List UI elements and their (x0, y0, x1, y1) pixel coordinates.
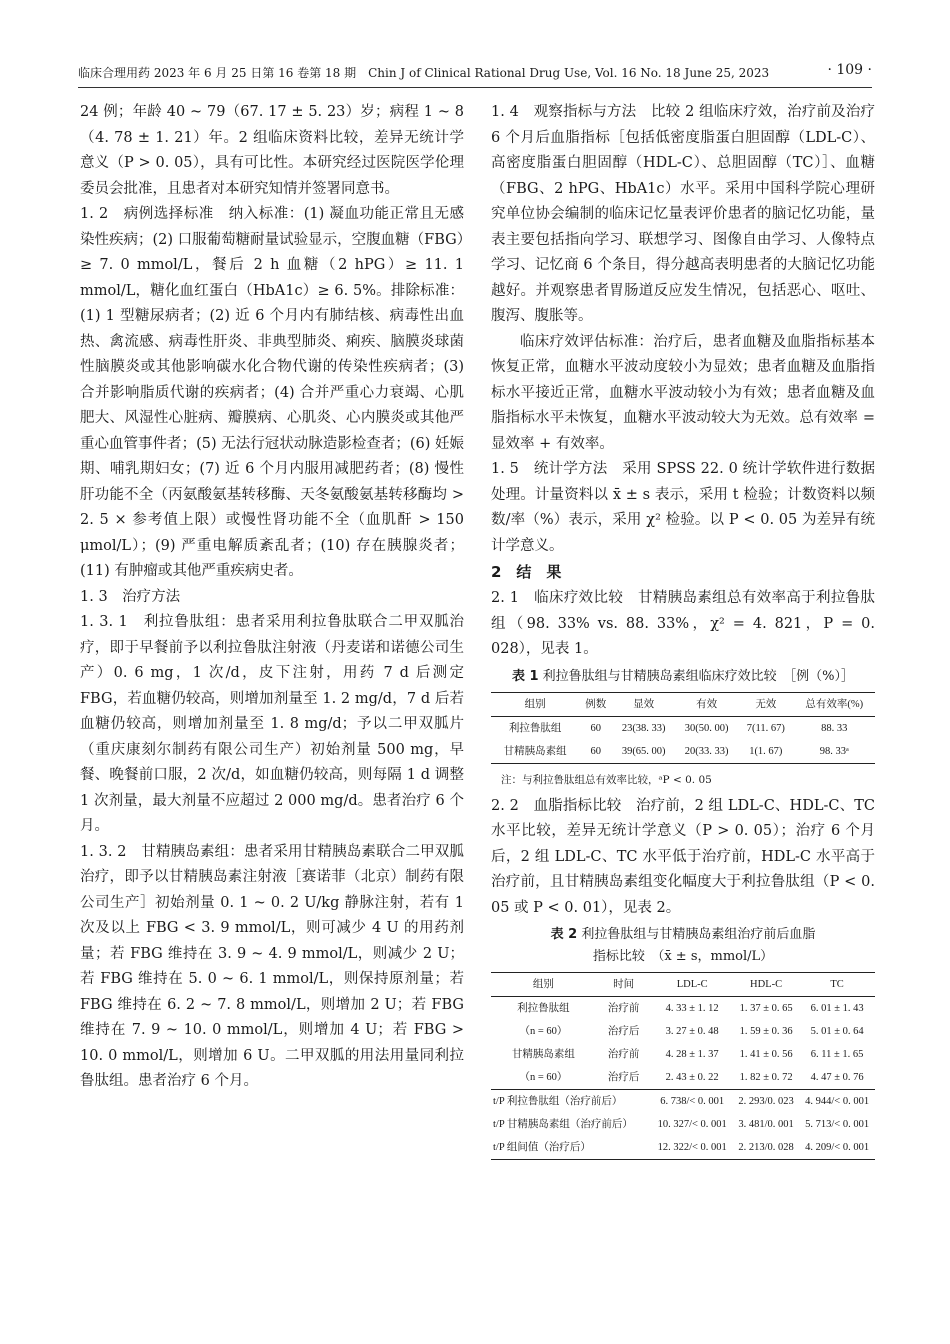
section-1-3-1: 1. 3. 1 利拉鲁肽组：患者采用利拉鲁肽联合二甲双胍治疗，即于早餐前予以利拉鲁肽注射液（丹麦诺和诺德公司生产）0. 6 mg，1 次/d，皮下注射，用药 7 d 后测定 FBG，若血糖仍较高，则增加剂量至 1. 2 mg/d，7 d 后若血糖仍较高，则增加剂量至 1. 8 mg/d；予以二甲双胍片（重庆康刻尔制药有限公司生产）初始剂量 500 mg，早餐、晚餐前口服，2 次/d，如血糖仍较高，则每隔 1 d 调整 1 次剂量，最大剂量不应超过 2 000 mg/d。患者治疗 6 个月。 (80, 614, 464, 834)
table2-cell: 4. 47 ± 0. 76 (810, 1072, 864, 1083)
table2-cell: 治疗前 (607, 1049, 640, 1060)
table1-header: 组别 (491, 692, 579, 716)
table1-note: 注：与利拉鲁肽组总有效率比较，ᵃP < 0. 05 (501, 773, 712, 786)
table1-row (491, 716, 875, 740)
table2-cell: 6. 738/< 0. 001 (651, 1090, 733, 1114)
table1-header: 总有效率(%) (794, 692, 875, 716)
journal-header: 临床合理用药 2023 年 6 月 25 日第 16 卷第 18 期 Chin J of Clinical Rational Drug Use, Vol. 16 No. 18 June 25, 2023 (78, 66, 770, 80)
section-1-3-2: 1. 3. 2 甘精胰岛素组：患者采用甘精胰岛素联合二甲双胍治疗，即予以甘精胰岛素注射液［赛诺菲（北京）制药有限公司生产］初始剂量 0. 1 ~ 0. 2 U/kg 静脉注射，若有 1 次及以上 FBG < 3. 9 mmol/L，则可减少 4 U 的用药剂量；若 FBG 维持在 3. 9 ~ 4. 9 mmol/L，则减少 2 U；若 FBG 维持在 5. 0 ~ 6. 1 mmol/L，则保持原剂量；若 FBG 维持在 6. 2 ~ 7. 8 mmol/L，则增加 2 U；若 FBG 维持在 7. 9 ~ 10. 0 mmol/L，则增加 4 U；若 FBG > 10. 0 mmol/L，则增加 6 U。二甲双胍的用法用量同利拉鲁肽组。患者治疗 6 个月。 (80, 843, 464, 1089)
table1-cell: 60 (579, 740, 612, 764)
table1-row (491, 740, 875, 764)
section-1-4: 1. 4 观察指标与方法 比较 2 组临床疗效，治疗前及治疗 6 个月后血脂指标［包括低密度脂蛋白胆固醇（LDL-C）、高密度脂蛋白胆固醇（HDL-C）、总胆固醇（TC）］、血糖（FBG、2 hPG、HbA1c）水平。采用中国科学院心理研究单位协会编制的临床记忆量表评价患者的脑记忆功能，量表主要包括指向学习、联想学习、图像自由学习、人像特点学习、记忆商 6 个条目，得分越高表明患者的大脑记忆功能越好。并观察患者胃肠道反应发生情况，包括恶心、呕吐、腹泻、腹胀等。 (491, 104, 875, 324)
running-header (78, 62, 872, 84)
table2-header: 组别 (491, 973, 596, 997)
table2-cell: 1. 59 ± 0. 36 (739, 1026, 793, 1037)
table2-header: HDL-C (733, 973, 799, 997)
table2-stat-label: t/P 甘精胰岛素组（治疗前后） (493, 1119, 633, 1130)
table2-header: 时间 (596, 973, 652, 997)
section-2-1: 2. 1 临床疗效比较 甘精胰岛素组总有效率高于利拉鲁肽组（98. 33% vs. 88. 33%，χ² = 4. 821，P = 0. 028），见表 1。 (491, 590, 875, 657)
section-1-5: 1. 5 统计学方法 采用 SPSS 22. 0 统计学软件进行数据处理。计量资料以 x̄ ± s 表示，采用 t 检验；计数资料以频数/率（%）表示，采用 χ² 检验。以 P < 0. 05 为差异有统计学意义。 (491, 461, 875, 554)
table2-cell: 12. 322/< 0. 001 (651, 1136, 733, 1160)
table2-stat-label: t/P 组间值（治疗后） (491, 1136, 651, 1160)
table2-cell: 10. 327/< 0. 001 (657, 1119, 727, 1130)
evaluation-criteria: 临床疗效评估标准：治疗后，患者血糖及血脂指标基本恢复正常，血糖水平波动度较小为显效；患者血糖及血脂指标水平接近正常，血糖水平波动较小为有效；患者血糖及血脂指标水平未恢复，血糖水平波动较大为无效。总有效率 = 显效率 + 有效率。 (491, 333, 875, 452)
table1-cell: 23(38. 33) (621, 722, 666, 734)
header-rule (78, 87, 872, 88)
table2-title-line2: 指标比较 （x̄ ± s，mmol/L） (592, 949, 774, 964)
table2-stat-row (491, 1090, 875, 1114)
section-2-2: 2. 2 血脂指标比较 治疗前，2 组 LDL-C、HDL-C、TC 水平比较，差异无统计学意义（P > 0. 05）；治疗 6 个月后，2 组 LDL-C、TC 水平低于治疗前，HDL-C 水平高于治疗前，且甘精胰岛素组变化幅度大于利拉鲁肽组（P < 0. 05 或 P < 0. 01），见表 2。 (491, 797, 875, 916)
table1-cell: 7(11. 67) (746, 722, 785, 734)
section-1-3-heading: 1. 3 治疗方法 (80, 588, 181, 605)
table2-label: 表 2 (550, 927, 578, 942)
page-number: · 109 · (827, 62, 872, 78)
table2-cell: 甘精胰岛素组 (511, 1049, 575, 1060)
table1-header: 有效 (675, 692, 738, 716)
table2-row (491, 1066, 875, 1090)
table2-cell: 1. 37 ± 0. 65 (739, 1003, 793, 1014)
table2-row (491, 997, 875, 1021)
table2-cell: 1. 41 ± 0. 56 (739, 1049, 793, 1060)
right-column (491, 100, 875, 1160)
table2-cell: 5. 01 ± 0. 64 (810, 1026, 864, 1037)
table2 (491, 972, 875, 1160)
table2-cell: 1. 82 ± 0. 72 (739, 1072, 793, 1083)
table2-row (491, 1043, 875, 1066)
table2-cell: 3. 27 ± 0. 48 (665, 1026, 719, 1037)
table1-title: 利拉鲁肽组与甘精胰岛素组临床疗效比较 ［例（%）］ (542, 668, 855, 684)
table2-stat-row (491, 1113, 875, 1136)
table2-cell: 4. 209/< 0. 001 (799, 1136, 875, 1160)
table2-row (491, 1020, 875, 1043)
table2-cell: （n = 60） (519, 1026, 568, 1037)
table2-header: TC (799, 973, 875, 997)
table1-cell: 1(1. 67) (738, 740, 793, 764)
left-column (80, 100, 464, 1095)
table2-title: 利拉鲁肽组与甘精胰岛素组治疗前后血脂 (581, 927, 816, 942)
table1-header: 例数 (579, 692, 612, 716)
table2-cell: 2. 213/0. 028 (733, 1136, 799, 1160)
table2-cell: 治疗前 (607, 1003, 640, 1014)
table2-cell: 5. 713/< 0. 001 (805, 1119, 870, 1130)
table2-cell: 治疗后 (607, 1026, 640, 1037)
table1-header: 无效 (738, 692, 793, 716)
table1-cell: 98. 33ᵃ (794, 740, 875, 764)
table1 (491, 692, 875, 764)
table2-cell: 4. 944/< 0. 001 (799, 1090, 875, 1114)
table2-cell: 4. 28 ± 1. 37 (665, 1049, 719, 1060)
table2-caption (491, 924, 875, 968)
table1-cell: 30(50. 00) (684, 722, 729, 734)
table2-cell: 利拉鲁肽组 (517, 1003, 570, 1014)
table1-label: 表 1 (511, 668, 539, 684)
table2-header: LDL-C (651, 973, 733, 997)
table2-cell: 2. 43 ± 0. 22 (665, 1072, 719, 1083)
table1-cell: 利拉鲁肽组 (508, 722, 562, 734)
table2-cell: 3. 481/0. 001 (738, 1119, 794, 1130)
table2-cell: 6. 11 ± 1. 65 (810, 1049, 864, 1060)
table1-cell: 60 (590, 722, 602, 734)
paragraph-baseline: 24 例；年龄 40 ~ 79（67. 17 ± 5. 23）岁；病程 1 ~ 8（4. 78 ± 1. 21）年。2 组临床资料比较，差异无统计学意义（P > 0. 05），具有可比性。本研究经过医院医学伦理委员会批准，且患者对本研究知情并签署同意书。 (80, 104, 464, 197)
table2-cell: （n = 60） (519, 1072, 568, 1083)
table2-cell: 6. 01 ± 1. 43 (810, 1003, 864, 1014)
table1-cell: 88. 33 (821, 722, 848, 734)
results-heading: 2 结 果 (491, 563, 562, 581)
table2-stat-row (491, 1136, 875, 1160)
table2-cell: 2. 293/0. 023 (733, 1090, 799, 1114)
section-1-2: 1. 2 病例选择标准 纳入标准：(1) 凝血功能正常且无感染性疾病；(2) 口服葡萄糖耐量试验显示，空腹血糖（FBG）≥ 7. 0 mmol/L，餐后 2 h 血糖（2 hPG）≥ 11. 1 mmol/L，糖化血红蛋白（HbA1c）≥ 6. 5%。排除标准：(1) 1 型糖尿病者；(2) 近 6 个月内有肺结核、病毒性出血热、禽流感、病毒性肝炎、非典型肺炎、痢疾、脑膜炎球菌性脑膜炎或其他影响碳水化合物代谢的传染性疾病者；(3) 合并影响脂质代谢的疾病者；(4) 合并严重心力衰竭、心肌肥大、风湿性心脏病、瓣膜病、心肌炎、心内膜炎或其他严重心血管事件者；(5) 无法行冠状动脉造影检查者；(6) 妊娠期、哺乳期妇女；(7) 近 6 个月内服用减肥药者；(8) 慢性肝功能不全（丙氨酸氨基转移酶、天冬氨酸氨基转移酶均 > 2. 5 × 参考值上限）或慢性肾功能不全（血肌酐 > 150 μmol/L）；(9) 严重电解质紊乱者；(10) 存在胰腺炎者；(11) 有肿瘤或其他严重疾病史者。 (80, 206, 464, 579)
table1-cell: 39(65. 00) (612, 740, 675, 764)
table1-cell: 20(33. 33) (675, 740, 738, 764)
table1-cell: 甘精胰岛素组 (491, 740, 579, 764)
table1-caption (491, 666, 875, 688)
table2-stat-label: t/P 利拉鲁肽组（治疗前后） (491, 1090, 651, 1114)
table2-cell: 治疗后 (607, 1072, 640, 1083)
table2-cell: 4. 33 ± 1. 12 (665, 1003, 719, 1014)
table1-header: 显效 (612, 692, 675, 716)
